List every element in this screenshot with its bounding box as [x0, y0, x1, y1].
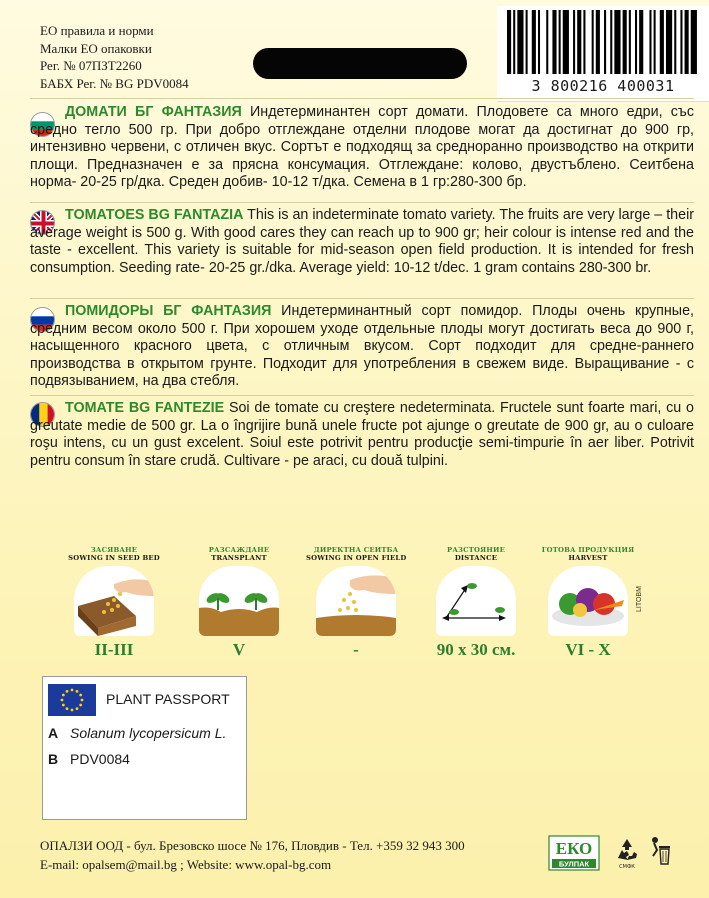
eko-logo-top: ЕКО	[555, 839, 593, 858]
description-bg	[30, 104, 694, 192]
printer-mark: LITOBM	[636, 586, 643, 612]
step-label-en: SOWING IN SEED BED	[68, 554, 160, 562]
step-open-field-sowing	[306, 546, 406, 660]
open-field-sowing-icon	[316, 566, 396, 636]
company-web-email: E-mail: opalsem@mail.bg ; Website: www.opal-bg.com	[40, 857, 332, 872]
description-text: Soi de tomate cu creştere nedeterminata. Fructele sunt foarte mari, cu o greutate medie de 500 gr. La o îngrijire bună unele fructe pot ajunge o greutate de 900 gr, au o culoare roşu intens, cu un gust excelent. Soiul este potrivit pentru producţie semi-timpurie în aer liber. Potrivit pentru consum în stare crudă. Cultivare - pe araci, cu două tulpini.	[30, 400, 694, 469]
barcode	[497, 6, 709, 102]
divider	[30, 98, 694, 99]
description-ro	[30, 400, 694, 470]
step-value: 90 x 30 см.	[436, 640, 516, 659]
barcode-number: 3 800216 400031	[531, 77, 675, 95]
step-label-en: TRANSPLANT	[211, 554, 267, 562]
description-title: TOMATOES BG FANTAZIA	[65, 207, 244, 223]
regulation-line: Малки ЕО опаковки	[40, 40, 152, 56]
passport-title: PLANT PASSPORT	[106, 691, 230, 707]
harvest-icon	[548, 566, 628, 636]
passport-row-a	[48, 725, 226, 741]
description-title: ДОМАТИ БГ ФАНТАЗИЯ	[65, 104, 242, 120]
step-harvest	[538, 546, 638, 660]
recycle-icon	[614, 836, 640, 870]
passport-key: B	[48, 751, 59, 767]
hang-slot	[253, 48, 467, 79]
regulation-line: ЕО правила и норми	[40, 23, 154, 38]
step-label-bg: ЗАСЯВАНЕ	[90, 546, 138, 554]
sowing-seedbed-icon	[74, 566, 154, 636]
description-text: Индетерминантный сорт помидор. Плоды очень крупные, средним весом около 500 г. При хорошем уходе отдельные плоды могут достигать веса до 900 г, насыщенного красного цвета, с отличным вкусом. Сорт подходит для средне-раннего производства в открытом грунте. Подходит для употребления в свежем виде. Выращивание - с подвязыванием, на два стебля.	[30, 303, 694, 389]
transplant-icon	[199, 566, 279, 636]
eko-bulpak-logo-icon	[548, 835, 600, 871]
description-title: ПОМИДОРЫ БГ ФАНТАЗИЯ	[65, 303, 272, 319]
step-label-en: DISTANCE	[454, 554, 498, 562]
passport-value: PDV0084	[70, 751, 130, 767]
dispose-in-bin-icon	[650, 836, 672, 866]
company-address: ОПАЛЗИ ООД - бул. Брезовско шосе № 176, Пловдив - Тел. +359 32 943 300	[40, 838, 465, 853]
step-label-en: SOWING IN OPEN FIELD	[306, 554, 407, 562]
passport-row-b	[48, 751, 130, 767]
description-ru	[30, 303, 694, 391]
step-label-bg: ГОТОВА ПРОДУКЦИЯ	[541, 546, 635, 554]
distance-icon	[436, 566, 516, 636]
barcode-bars	[507, 10, 699, 76]
step-value: VI - X	[565, 640, 611, 659]
step-value: II-III	[94, 640, 134, 659]
description-en	[30, 207, 694, 277]
step-label-bg: ДИРЕКТНА СЕИТБА	[313, 546, 399, 554]
step-value: -	[353, 640, 359, 659]
eu-flag-icon	[48, 684, 96, 716]
company-contact	[40, 836, 465, 874]
description-text: Индетерминантен сорт домати. Плодовете са много едри, със средно тегло 500 гр. При добро отглеждане отделни плодове могат да достигнат до 900 гр, интензивно червени, с отличен вкус. Сортът е подходящ за средноранно производство на открити площи. Предназначен е за прясна консумация. Отглеждане: колово, двустъблено. Сеитбена норма- 20-25 гр/дка. Среден добив- 10-12 т/дка. Семена в 1 гр:280-300 бр.	[30, 104, 694, 190]
passport-key: A	[48, 725, 59, 741]
plant-passport	[42, 676, 247, 820]
step-label-bg: РАЗСТОЯНИЕ	[447, 546, 505, 554]
divider	[30, 298, 694, 299]
recycle-label: СМФК	[619, 864, 635, 870]
divider	[30, 202, 694, 203]
regulation-line: БАБХ Рег. № BG PDV0084	[40, 75, 189, 91]
eko-logo-bottom: БУЛПАК	[558, 859, 590, 869]
description-text: This is an indeterminate tomato variety. The fruits are very large – their average weight is 500 g. With good cares they can reach up to 900 gr; heir colour is intense red and the taste - excellent. This variety is suitable for mid-season open field production. It is intended for fresh consumption. Seeding rate- 20-25 gr./dka. Average yield: 10-12 t/dec. 1 gram contains 280-300 br.	[30, 207, 695, 276]
step-distance	[426, 546, 526, 660]
description-title: TOMATE BG FANTEZIE	[65, 400, 225, 416]
regulation-info	[40, 22, 189, 92]
step-sowing-seedbed	[64, 546, 164, 660]
regulation-line: Рег. № 07ПЗТ2260	[40, 58, 142, 73]
step-value: V	[232, 640, 246, 659]
passport-value: Solanum lycopersicum L.	[70, 725, 227, 741]
step-label-en: HARVEST	[568, 554, 608, 562]
divider	[30, 395, 694, 396]
step-label-bg: РАЗСАЖДАНЕ	[208, 546, 270, 554]
step-transplant	[189, 546, 289, 660]
